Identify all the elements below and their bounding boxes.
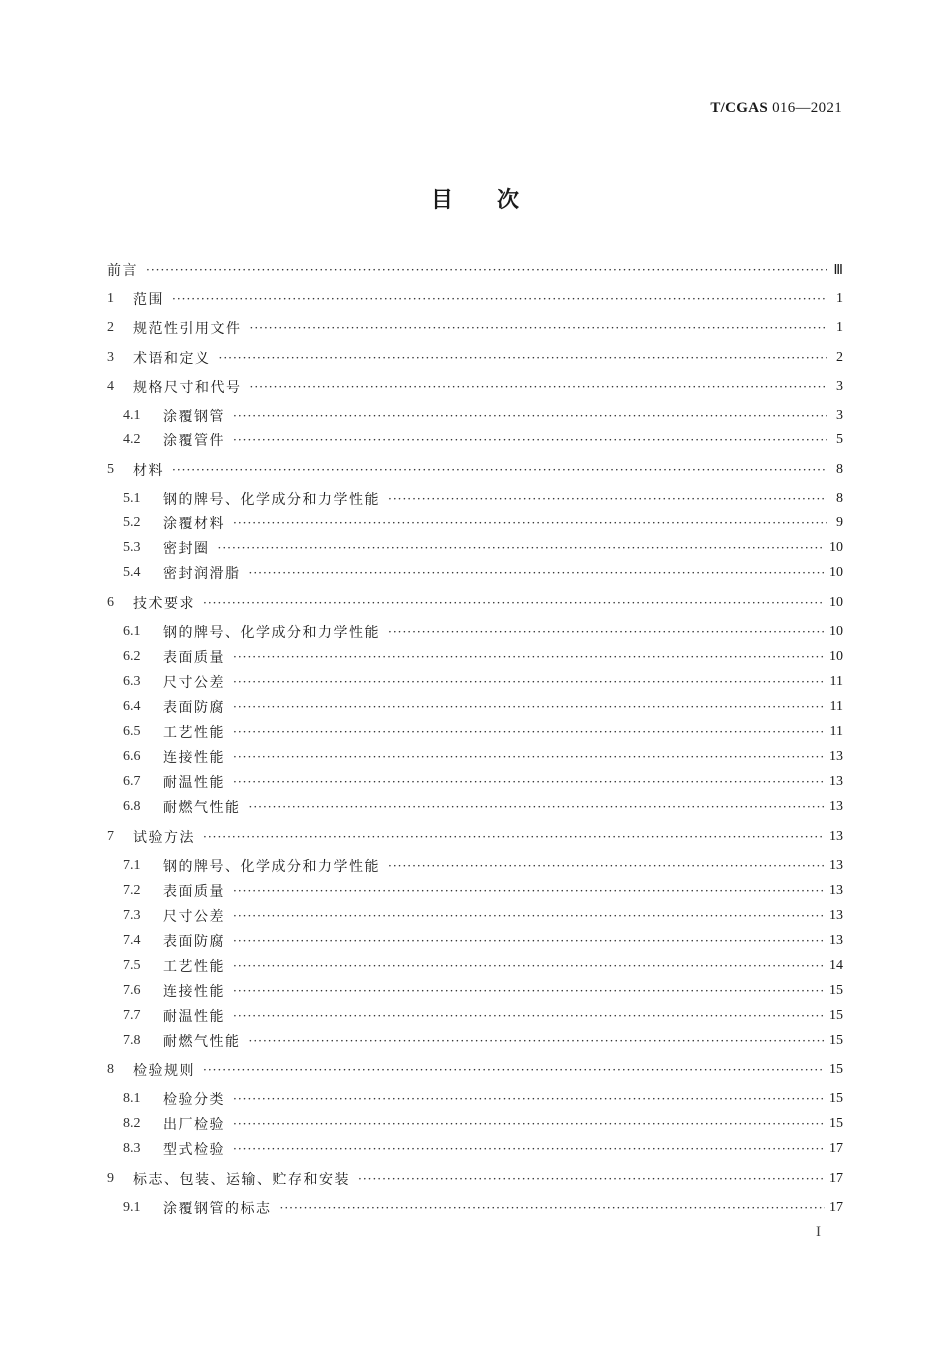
toc-entry[interactable] [107,646,843,668]
toc-entry-label: 钢的牌号、化学成分和力学性能 [163,859,380,875]
toc-entry-page: 3 [836,379,843,394]
toc-entry-number: 5.3 [123,540,141,555]
toc-entry-label: 尺寸公差 [163,909,225,925]
toc-entry-number: 7.7 [123,1008,141,1023]
toc-entry-number: 9 [107,1171,114,1186]
toc-entry-number: 4.2 [123,432,141,447]
toc-entry-number: 5.4 [123,565,141,580]
title-char-1: 目 [430,188,453,213]
standard-code [710,100,842,117]
footer-page-number: I [816,1224,821,1240]
toc-entry[interactable] [107,376,843,398]
toc-entry-page: 17 [829,1200,843,1215]
toc-entry-label: 涂覆钢管的标志 [163,1201,272,1217]
toc-leader-dots [249,1034,826,1048]
toc-entry[interactable] [107,621,843,643]
toc-entry-label: 耐燃气性能 [163,1034,241,1050]
toc-leader-dots [233,1117,825,1131]
toc-entry-page: 10 [829,649,843,664]
toc-entry-number: 9.1 [123,1200,141,1215]
toc-entry-label: 连接性能 [163,984,225,1000]
toc-entry-label: 标志、包装、运输、贮存和安装 [133,1172,350,1188]
toc-leader-dots [233,675,826,689]
toc-entry[interactable] [107,259,843,281]
toc-entry[interactable] [107,288,843,310]
toc-entry[interactable] [107,955,843,977]
toc-entry-label: 表面质量 [163,884,225,900]
toc-entry-page: 17 [829,1171,843,1186]
toc-entry[interactable] [107,429,843,451]
toc-leader-dots [218,541,826,555]
toc-entry-label: 规格尺寸和代号 [133,380,242,396]
toc-leader-dots [233,1142,825,1156]
toc-entry-number: 4.1 [123,408,141,423]
toc-entry-label: 范围 [133,292,164,308]
toc-entry[interactable] [107,405,843,427]
toc-entry-number: 7.4 [123,933,141,948]
toc-entry-number: 6.5 [123,724,141,739]
toc-entry-label: 检验规则 [133,1063,195,1079]
toc-entry-label: 表面质量 [163,650,225,666]
toc-leader-dots [146,263,827,277]
toc-entry-page: 11 [829,699,843,714]
toc-entry-page: 2 [836,350,843,365]
toc-entry-page: 8 [836,491,843,506]
toc-leader-dots [233,725,826,739]
toc-entry-page: 15 [829,1062,843,1077]
toc-entry-label: 表面防腐 [163,934,225,950]
toc-entry[interactable] [107,826,843,848]
toc-entry-number: 6.2 [123,649,141,664]
toc-leader-dots [358,1172,825,1186]
toc-leader-dots [233,984,825,998]
toc-entry-label: 出厂检验 [163,1117,225,1133]
toc-entry-number: 6.7 [123,774,141,789]
toc-entry-label: 工艺性能 [163,959,225,975]
title-char-2: 次 [497,188,520,213]
toc-entry[interactable] [107,1138,843,1160]
toc-entry-number: 3 [107,350,114,365]
toc-entry[interactable] [107,1088,843,1110]
toc-leader-dots [233,409,827,423]
toc-entry-page: 5 [836,432,843,447]
toc-entry-page: 13 [829,908,843,923]
toc-entry-number: 6.4 [123,699,141,714]
toc-leader-dots [233,750,825,764]
toc-entry[interactable] [107,1005,843,1027]
toc-leader-dots [233,909,825,923]
toc-entry-page: 10 [829,595,843,610]
toc-leader-dots [233,884,825,898]
standard-prefix: T/CGAS [710,100,769,116]
toc-entry[interactable] [107,512,843,534]
toc-entry-number: 6.6 [123,749,141,764]
toc-entry-label: 试验方法 [133,830,195,846]
toc-entry-label: 连接性能 [163,750,225,766]
toc-entry[interactable] [107,796,843,818]
toc-leader-dots [233,516,827,530]
toc-entry-page: 11 [829,724,843,739]
toc-leader-dots [233,934,825,948]
toc-leader-dots [233,650,825,664]
toc-entry-label: 涂覆材料 [163,516,225,532]
toc-entry-label: 型式检验 [163,1142,225,1158]
toc-entry-number: 5 [107,462,114,477]
toc-entry-number: 1 [107,291,114,306]
toc-entry-number: 6 [107,595,114,610]
toc-entry-page: 9 [836,515,843,530]
toc-entry-number: 7.3 [123,908,141,923]
toc-entry-number: 8 [107,1062,114,1077]
toc-entry-label: 钢的牌号、化学成分和力学性能 [163,625,380,641]
toc-entry-page: 13 [829,774,843,789]
toc-entry-label: 规范性引用文件 [133,321,242,337]
toc-entry[interactable] [107,746,843,768]
toc-entry[interactable] [107,1113,843,1135]
toc-entry[interactable] [107,1059,843,1081]
toc-entry-label: 材料 [133,463,164,479]
toc-entry-page: 10 [829,540,843,555]
toc-leader-dots [219,351,828,365]
toc-entry[interactable] [107,562,843,584]
toc-entry-page: 17 [829,1141,843,1156]
toc-entry-page: 11 [829,674,843,689]
toc-entry-label: 表面防腐 [163,700,225,716]
toc-entry-number: 7.2 [123,883,141,898]
toc-entry[interactable] [107,1197,843,1219]
toc-entry-page: 13 [829,799,843,814]
toc-entry-page: 13 [829,829,843,844]
toc-leader-dots [250,321,828,335]
toc-entry-page: 15 [829,1008,843,1023]
toc-entry[interactable] [107,347,843,369]
toc-leader-dots [203,596,825,610]
toc-entry-number: 7.5 [123,958,141,973]
toc-entry-page: 10 [829,565,843,580]
toc-entry-page: 1 [836,320,843,335]
standard-number: 016—2021 [772,100,842,116]
toc-entry-number: 6.8 [123,799,141,814]
toc-entry-label: 检验分类 [163,1092,225,1108]
toc-entry[interactable] [107,771,843,793]
toc-entry-label: 耐燃气性能 [163,800,241,816]
toc-leader-dots [233,1092,825,1106]
toc-entry-label: 耐温性能 [163,775,225,791]
toc-leader-dots [249,800,826,814]
toc-entry-page: Ⅲ [833,262,843,278]
toc-leader-dots [233,700,826,714]
toc-leader-dots [249,566,826,580]
toc-leader-dots [388,859,825,873]
toc-entry-page: 8 [836,462,843,477]
toc-entry-label: 尺寸公差 [163,675,225,691]
toc-entry-page: 13 [829,883,843,898]
toc-entry-number: 6.3 [123,674,141,689]
toc-entry-label: 密封圈 [163,541,210,557]
toc-entry-page: 1 [836,291,843,306]
toc-leader-dots [172,292,827,306]
toc-entry-label: 技术要求 [133,596,195,612]
toc-entry[interactable] [107,317,843,339]
toc-entry-number: 7 [107,829,114,844]
toc-leader-dots [233,959,825,973]
toc-leader-dots [388,492,827,506]
toc-entry-label: 前言 [107,263,138,279]
toc-entry[interactable] [107,855,843,877]
toc-entry[interactable] [107,592,843,614]
toc-entry-number: 7.6 [123,983,141,998]
toc-entry[interactable] [107,880,843,902]
toc-entry[interactable] [107,1168,843,1190]
toc-entry[interactable] [107,459,843,481]
toc-entry-page: 13 [829,933,843,948]
toc-entry-label: 密封润滑脂 [163,566,241,582]
toc-entry-number: 8.2 [123,1116,141,1131]
toc-leader-dots [203,1063,825,1077]
toc-leader-dots [388,625,825,639]
toc-entry-page: 15 [829,1091,843,1106]
toc-entry-number: 6.1 [123,624,141,639]
toc-entry-page: 3 [836,408,843,423]
toc-entry-number: 4 [107,379,114,394]
toc-entry[interactable] [107,905,843,927]
toc-entry-number: 7.1 [123,858,141,873]
toc-entry-number: 8.3 [123,1141,141,1156]
toc-entry-label: 工艺性能 [163,725,225,741]
toc-entry[interactable] [107,671,843,693]
toc-leader-dots [233,1009,825,1023]
toc-entry-label: 涂覆钢管 [163,409,225,425]
toc-entry-page: 15 [829,983,843,998]
toc-entry-page: 13 [829,858,843,873]
toc-leader-dots [203,830,825,844]
toc-entry-page: 13 [829,749,843,764]
toc-entry-number: 7.8 [123,1033,141,1048]
toc-entry-label: 涂覆管件 [163,433,225,449]
toc-entry[interactable] [107,980,843,1002]
toc-entry-label: 耐温性能 [163,1009,225,1025]
toc-leader-dots [233,433,827,447]
toc-entry[interactable] [107,721,843,743]
toc-entry-page: 15 [829,1116,843,1131]
page-title [0,183,950,214]
toc-entry-number: 5.2 [123,515,141,530]
toc-entry-page: 15 [829,1033,843,1048]
toc-entry-number: 5.1 [123,491,141,506]
toc-entry[interactable] [107,696,843,718]
toc-entry-label: 术语和定义 [133,351,211,367]
toc-leader-dots [250,380,828,394]
toc-leader-dots [280,1201,826,1215]
toc-entry[interactable] [107,537,843,559]
toc-entry-number: 2 [107,320,114,335]
toc-entry[interactable] [107,488,843,510]
toc-entry-number: 8.1 [123,1091,141,1106]
toc-entry-page: 14 [829,958,843,973]
toc-leader-dots [233,775,825,789]
toc-leader-dots [172,463,827,477]
toc-entry-page: 10 [829,624,843,639]
toc-entry[interactable] [107,930,843,952]
toc-entry-label: 钢的牌号、化学成分和力学性能 [163,492,380,508]
toc-entry[interactable] [107,1030,843,1052]
